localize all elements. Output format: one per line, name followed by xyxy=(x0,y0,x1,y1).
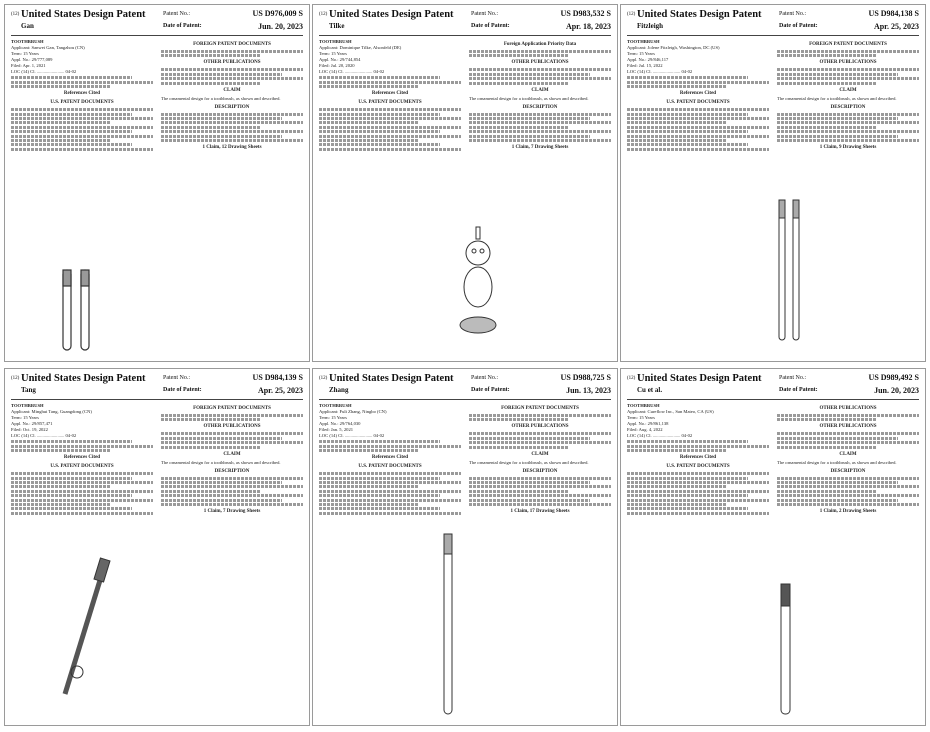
date-label: Date of Patent: xyxy=(779,387,818,393)
patent-title: TOOTHBRUSH xyxy=(11,403,44,408)
document-type: United States Design Patent xyxy=(329,9,454,20)
patent-header xyxy=(11,9,303,36)
claim-heading: CLAIM xyxy=(839,451,857,457)
right-column xyxy=(469,39,611,151)
claim-heading: CLAIM xyxy=(223,451,241,457)
references-heading: References Cited xyxy=(679,455,717,461)
foreign-docs-heading: Foreign Application Priority Data xyxy=(503,42,577,47)
loc-class: LOC (14) Cl. ........................ 04-02 xyxy=(11,69,77,74)
patent-date: Jun. 20, 2023 xyxy=(874,386,919,395)
right-column xyxy=(777,39,919,151)
patent-title: TOOTHBRUSH xyxy=(627,39,660,44)
term: Term: 15 Years xyxy=(627,51,655,56)
references-heading: References Cited xyxy=(679,91,717,97)
document-type: United States Design Patent xyxy=(637,373,762,384)
document-type: United States Design Patent xyxy=(21,9,146,20)
us-docs-heading: U.S. PATENT DOCUMENTS xyxy=(50,100,114,106)
applicant: Applicant: Sanwei Gan, Tangzhou (CN) xyxy=(11,45,85,50)
applicant: Applicant: Jolene Fitzleigh, Washington, DC (US) xyxy=(627,45,720,50)
foreign-docs-heading: OTHER PUBLICATIONS xyxy=(819,406,877,411)
toothbrush-drawing xyxy=(771,579,801,719)
applicant: Applicant: Fuli Zhang, Ningbo (CN) xyxy=(319,409,387,414)
patent-title: TOOTHBRUSH xyxy=(627,403,660,408)
figure-area xyxy=(771,579,801,719)
field-number: (12) xyxy=(319,12,328,17)
claim-heading: CLAIM xyxy=(839,87,857,93)
date-label: Date of Patent: xyxy=(471,23,510,29)
term: Term: 15 Years xyxy=(11,415,39,420)
filed-date: Filed: Jul. 20, 2020 xyxy=(319,63,355,68)
appl-number: Appl. No.: 29/777,089 xyxy=(11,57,53,62)
claim-heading: CLAIM xyxy=(223,87,241,93)
figure-area xyxy=(51,265,111,355)
document-type: United States Design Patent xyxy=(637,9,762,20)
field-number: (12) xyxy=(627,376,636,381)
references-heading: References Cited xyxy=(63,91,101,97)
field-number: (12) xyxy=(627,12,636,17)
patent-date: Apr. 18, 2023 xyxy=(565,22,611,31)
us-docs-heading: U.S. PATENT DOCUMENTS xyxy=(50,464,114,470)
patent-title: TOOTHBRUSH xyxy=(319,39,352,44)
other-pubs-heading: OTHER PUBLICATIONS xyxy=(511,424,569,430)
figure-area xyxy=(433,529,463,719)
other-pubs-heading: OTHER PUBLICATIONS xyxy=(203,424,261,430)
inventor-name: Gan xyxy=(21,22,34,30)
claims-footer: 1 Claim, 17 Drawing Sheets xyxy=(510,508,570,514)
left-column xyxy=(627,403,769,516)
date-label: Date of Patent: xyxy=(471,387,510,393)
patent-number-label: Patent No.: xyxy=(471,11,498,17)
claims-footer: 1 Claim, 12 Drawing Sheets xyxy=(202,144,262,150)
patent-title: TOOTHBRUSH xyxy=(11,39,44,44)
patent-number: US D984,138 S xyxy=(868,9,919,18)
document-type: United States Design Patent xyxy=(329,373,454,384)
appl-number: Appl. No.: 29/846,117 xyxy=(627,57,669,62)
term: Term: 15 Years xyxy=(11,51,39,56)
us-docs-heading: U.S. PATENT DOCUMENTS xyxy=(666,100,730,106)
right-column xyxy=(161,39,303,151)
filed-date: Filed: Jan. 5, 2021 xyxy=(319,427,354,432)
claim-text: The ornamental design for a toothbrush, as shown and described. xyxy=(469,95,589,101)
patent-page xyxy=(620,368,926,726)
loc-class: LOC (14) Cl. ........................ 04-02 xyxy=(319,69,385,74)
applicant: Applicant: Cureflow Inc., San Mateo, CA (US) xyxy=(627,409,714,414)
patent-number-label: Patent No.: xyxy=(779,11,806,17)
claim-text: The ornamental design for a toothbrush, as shown and described. xyxy=(469,459,589,465)
patent-date: Jun. 13, 2023 xyxy=(566,386,611,395)
inventor-name: Cu et al. xyxy=(637,386,663,394)
references-heading: References Cited xyxy=(371,455,409,461)
description-heading: DESCRIPTION xyxy=(522,104,558,110)
other-pubs-heading: OTHER PUBLICATIONS xyxy=(511,60,569,66)
term: Term: 15 Years xyxy=(319,51,347,56)
patent-page xyxy=(4,368,310,726)
patent-page xyxy=(312,4,618,362)
description-heading: DESCRIPTION xyxy=(214,468,250,474)
loc-class: LOC (14) Cl. ........................ 04-02 xyxy=(627,433,693,438)
description-heading: DESCRIPTION xyxy=(830,104,866,110)
field-number: (12) xyxy=(11,12,20,17)
patent-number: US D983,532 S xyxy=(560,9,611,18)
applicant: Applicant: Dominique Tilke, Alsonfeld (DE) xyxy=(319,45,402,50)
foreign-docs-heading: FOREIGN PATENT DOCUMENTS xyxy=(501,406,579,411)
appl-number: Appl. No.: 29/861,138 xyxy=(627,421,669,426)
appl-number: Appl. No.: 29/744,854 xyxy=(319,57,361,62)
inventor-name: Fitzleigh xyxy=(637,22,664,30)
applicant: Applicant: Minghui Tang, Guangdong (CN) xyxy=(11,409,92,414)
us-docs-heading: U.S. PATENT DOCUMENTS xyxy=(358,464,422,470)
patent-number: US D976,009 S xyxy=(252,9,303,18)
filed-date: Filed: Apr. 1, 2021 xyxy=(11,63,46,68)
us-docs-heading: U.S. PATENT DOCUMENTS xyxy=(358,100,422,106)
left-column xyxy=(319,39,461,152)
field-number: (12) xyxy=(319,376,328,381)
patent-date: Apr. 25, 2023 xyxy=(257,386,303,395)
inventor-name: Zhang xyxy=(329,386,349,394)
patent-page xyxy=(620,4,926,362)
toothbrush-drawing xyxy=(433,529,463,719)
patent-date: Jun. 20, 2023 xyxy=(258,22,303,31)
patent-number-label: Patent No.: xyxy=(163,11,190,17)
filed-date: Filed: Aug. 4, 2022 xyxy=(627,427,663,432)
foreign-docs-heading: FOREIGN PATENT DOCUMENTS xyxy=(193,406,271,411)
patent-number: US D988,725 S xyxy=(560,373,611,382)
patent-number: US D984,139 S xyxy=(252,373,303,382)
appl-number: Appl. No.: 29/857,471 xyxy=(11,421,53,426)
claim-text: The ornamental design for a toothbrush, as shown and described. xyxy=(161,95,281,101)
loc-class: LOC (14) Cl. ........................ 04-02 xyxy=(319,433,385,438)
patent-page xyxy=(4,4,310,362)
claim-text: The ornamental design for a toothbrush, as shown and described. xyxy=(777,95,897,101)
claims-footer: 1 Claim, 7 Drawing Sheets xyxy=(511,144,569,150)
figure-area xyxy=(771,195,811,345)
toothbrush-drawing xyxy=(51,265,111,355)
description-heading: DESCRIPTION xyxy=(214,104,250,110)
patent-header xyxy=(627,9,919,36)
toothbrush-drawing xyxy=(771,195,811,345)
loc-class: LOC (14) Cl. ........................ 04-02 xyxy=(627,69,693,74)
references-heading: References Cited xyxy=(63,455,101,461)
claim-text: The ornamental design for a toothbrush, as shown and described. xyxy=(161,459,281,465)
foreign-docs-heading: FOREIGN PATENT DOCUMENTS xyxy=(809,42,887,47)
right-column xyxy=(777,403,919,515)
other-pubs-heading: OTHER PUBLICATIONS xyxy=(819,424,877,430)
left-column xyxy=(11,39,153,152)
date-label: Date of Patent: xyxy=(779,23,818,29)
other-pubs-heading: OTHER PUBLICATIONS xyxy=(819,60,877,66)
patent-header xyxy=(11,373,303,400)
inventor-name: Tilke xyxy=(329,22,345,30)
patent-number-label: Patent No.: xyxy=(471,375,498,381)
right-column xyxy=(161,403,303,515)
date-label: Date of Patent: xyxy=(163,387,202,393)
references-heading: References Cited xyxy=(371,91,409,97)
patent-title: TOOTHBRUSH xyxy=(319,403,352,408)
patent-number-label: Patent No.: xyxy=(163,375,190,381)
patent-header xyxy=(319,9,611,36)
patent-number-label: Patent No.: xyxy=(779,375,806,381)
foreign-docs-heading: FOREIGN PATENT DOCUMENTS xyxy=(193,42,271,47)
right-column xyxy=(469,403,611,515)
toothbrush-drawing xyxy=(45,554,135,704)
patent-header xyxy=(627,373,919,400)
patent-header xyxy=(319,373,611,400)
patent-page xyxy=(312,368,618,726)
field-number: (12) xyxy=(11,376,20,381)
toothbrush-drawing xyxy=(453,225,503,345)
left-column xyxy=(627,39,769,152)
figure-area xyxy=(453,225,503,345)
date-label: Date of Patent: xyxy=(163,23,202,29)
claims-footer: 1 Claim, 9 Drawing Sheets xyxy=(819,144,877,150)
claims-footer: 1 Claim, 7 Drawing Sheets xyxy=(203,508,261,514)
description-heading: DESCRIPTION xyxy=(522,468,558,474)
other-pubs-heading: OTHER PUBLICATIONS xyxy=(203,60,261,66)
us-docs-heading: U.S. PATENT DOCUMENTS xyxy=(666,464,730,470)
patent-number: US D989,492 S xyxy=(868,373,919,382)
patent-date: Apr. 25, 2023 xyxy=(873,22,919,31)
term: Term: 15 Years xyxy=(627,415,655,420)
claim-text: The ornamental design for a toothbrush, as shown and described. xyxy=(777,459,897,465)
claims-footer: 1 Claim, 2 Drawing Sheets xyxy=(819,508,877,514)
left-column xyxy=(11,403,153,516)
figure-area xyxy=(45,554,135,704)
term: Term: 15 Years xyxy=(319,415,347,420)
document-type: United States Design Patent xyxy=(21,373,146,384)
loc-class: LOC (14) Cl. ........................ 04-02 xyxy=(11,433,77,438)
claim-heading: CLAIM xyxy=(531,87,549,93)
claim-heading: CLAIM xyxy=(531,451,549,457)
appl-number: Appl. No.: 29/764,030 xyxy=(319,421,361,426)
filed-date: Filed: Jul. 15, 2022 xyxy=(627,63,663,68)
left-column xyxy=(319,403,461,516)
filed-date: Filed: Oct. 19, 2022 xyxy=(11,427,48,432)
inventor-name: Tang xyxy=(21,386,36,394)
description-heading: DESCRIPTION xyxy=(830,468,866,474)
